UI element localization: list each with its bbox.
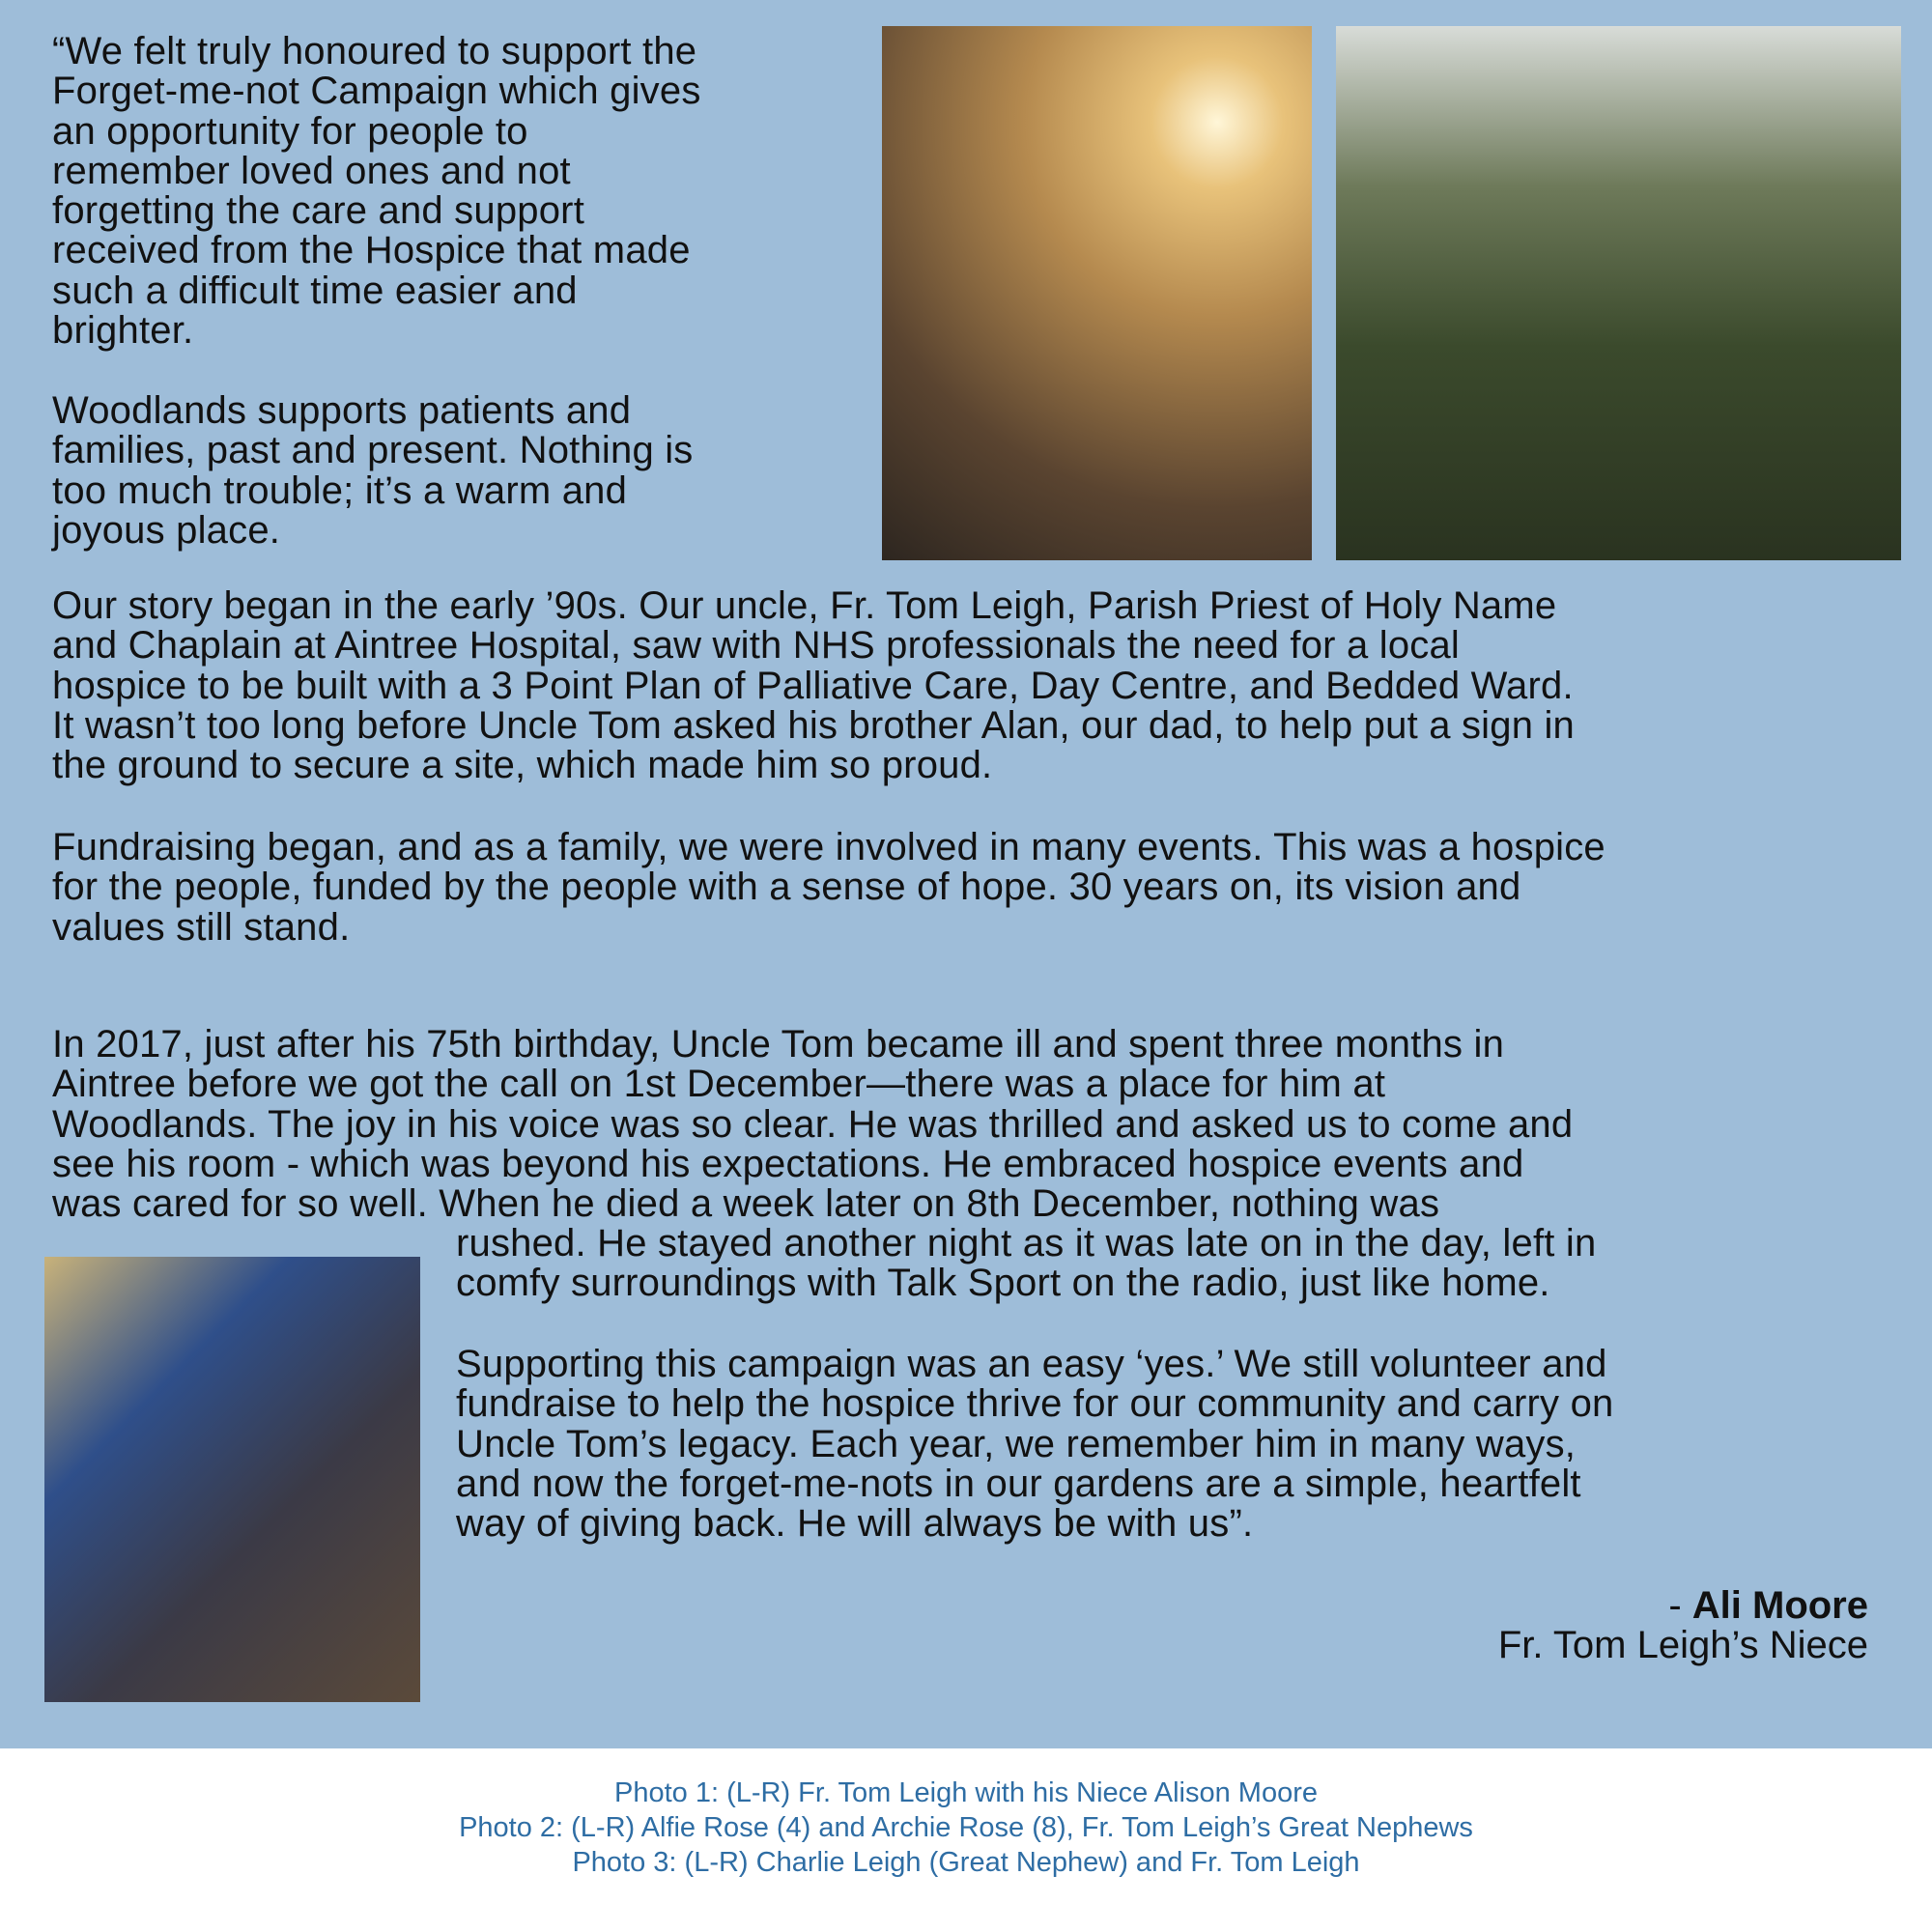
text-line: see his room - which was beyond his expectations. He embraced hospice events and	[52, 1142, 1524, 1185]
text-line: values still stand.	[52, 905, 351, 949]
text-line: hospice to be built with a 3 Point Plan of Palliative Care, Day Centre, and Bedded Ward.	[52, 664, 1574, 707]
text-line: Woodlands. The joy in his voice was so clear. He was thrilled and asked us to come and	[52, 1102, 1574, 1146]
paragraph-quote-intro	[52, 32, 701, 351]
text-line: Forget-me-not Campaign which gives	[52, 70, 701, 113]
text-line: such a difficult time easier and	[52, 269, 578, 312]
text-line: Uncle Tom’s legacy. Each year, we remember him in many ways,	[456, 1422, 1577, 1465]
photo-alfie-and-archie-rose	[1336, 26, 1901, 560]
text-line: remember loved ones and not	[52, 149, 571, 192]
text-line: Our story began in the early ’90s. Our uncle, Fr. Tom Leigh, Parish Priest of Holy Name	[52, 584, 1557, 627]
text-line: families, past and present. Nothing is	[52, 429, 694, 472]
signature	[1498, 1586, 1868, 1666]
caption-photo-1: Photo 1: (L-R) Fr. Tom Leigh with his Niece Alison Moore	[613, 1777, 1318, 1808]
text-line: Supporting this campaign was an easy ‘yes.’ We still volunteer and	[456, 1343, 1607, 1385]
caption-photo-2: Photo 2: (L-R) Alfie Rose (4) and Archie Rose (8), Fr. Tom Leigh’s Great Nephews	[459, 1812, 1473, 1843]
photo-captions	[0, 1776, 1932, 1880]
text-line: Aintree before we got the call on 1st December—there was a place for him at	[52, 1063, 1386, 1106]
photo-charlie-leigh-and-tom-leigh	[44, 1257, 420, 1702]
text-line: Fundraising began, and as a family, we were involved in many events. This was a hospice	[52, 826, 1605, 868]
text-line: It wasn’t too long before Uncle Tom asked his brother Alan, our dad, to help put a sign in	[52, 703, 1575, 747]
text-line: forgetting the care and support	[52, 189, 585, 233]
signature-name: Ali Moore	[1691, 1584, 1868, 1627]
signature-role: Fr. Tom Leigh’s Niece	[1497, 1624, 1868, 1667]
text-line: comfy surroundings with Talk Sport on the radio, just like home.	[456, 1262, 1550, 1305]
caption-photo-3: Photo 3: (L-R) Charlie Leigh (Great Nephew) and Fr. Tom Leigh	[572, 1847, 1360, 1878]
text-line: too much trouble; it’s a warm and	[52, 469, 628, 512]
text-line: for the people, funded by the people with a sense of hope. 30 years on, its vision and	[52, 866, 1521, 909]
text-line: and Chaplain at Aintree Hospital, saw with NHS professionals the need for a local	[52, 624, 1461, 668]
text-line: way of giving back. He will always be with us”.	[456, 1502, 1254, 1546]
paragraph-2017	[52, 1025, 1573, 1224]
text-line: joyous place.	[52, 508, 281, 552]
text-line: and now the forget-me-nots in our gardens are a simple, heartfelt	[456, 1462, 1581, 1505]
signature-dash: -	[1668, 1584, 1692, 1627]
text-line: brighter.	[52, 309, 194, 353]
paragraph-2017-continued	[456, 1224, 1596, 1304]
paragraph-story-began	[52, 586, 1575, 785]
text-line: rushed. He stayed another night as it was late on in the day, left in	[456, 1222, 1597, 1264]
photo-tom-leigh-and-alison-moore	[882, 26, 1312, 560]
paragraph-supporting	[456, 1345, 1613, 1544]
text-line: In 2017, just after his 75th birthday, Uncle Tom became ill and spent three months in	[52, 1023, 1505, 1065]
text-line: Woodlands supports patients and	[52, 389, 632, 432]
paragraph-fundraising	[52, 828, 1605, 948]
text-line: was cared for so well. When he died a week later on 8th December, nothing was	[52, 1182, 1440, 1226]
text-line: the ground to secure a site, which made him so proud.	[52, 744, 993, 787]
text-line: received from the Hospice that made	[52, 229, 691, 272]
text-line: fundraise to help the hospice thrive for our community and carry on	[456, 1382, 1614, 1426]
text-line: an opportunity for people to	[52, 109, 528, 153]
paragraph-woodlands	[52, 391, 694, 551]
text-line: “We felt truly honoured to support the	[52, 30, 697, 72]
